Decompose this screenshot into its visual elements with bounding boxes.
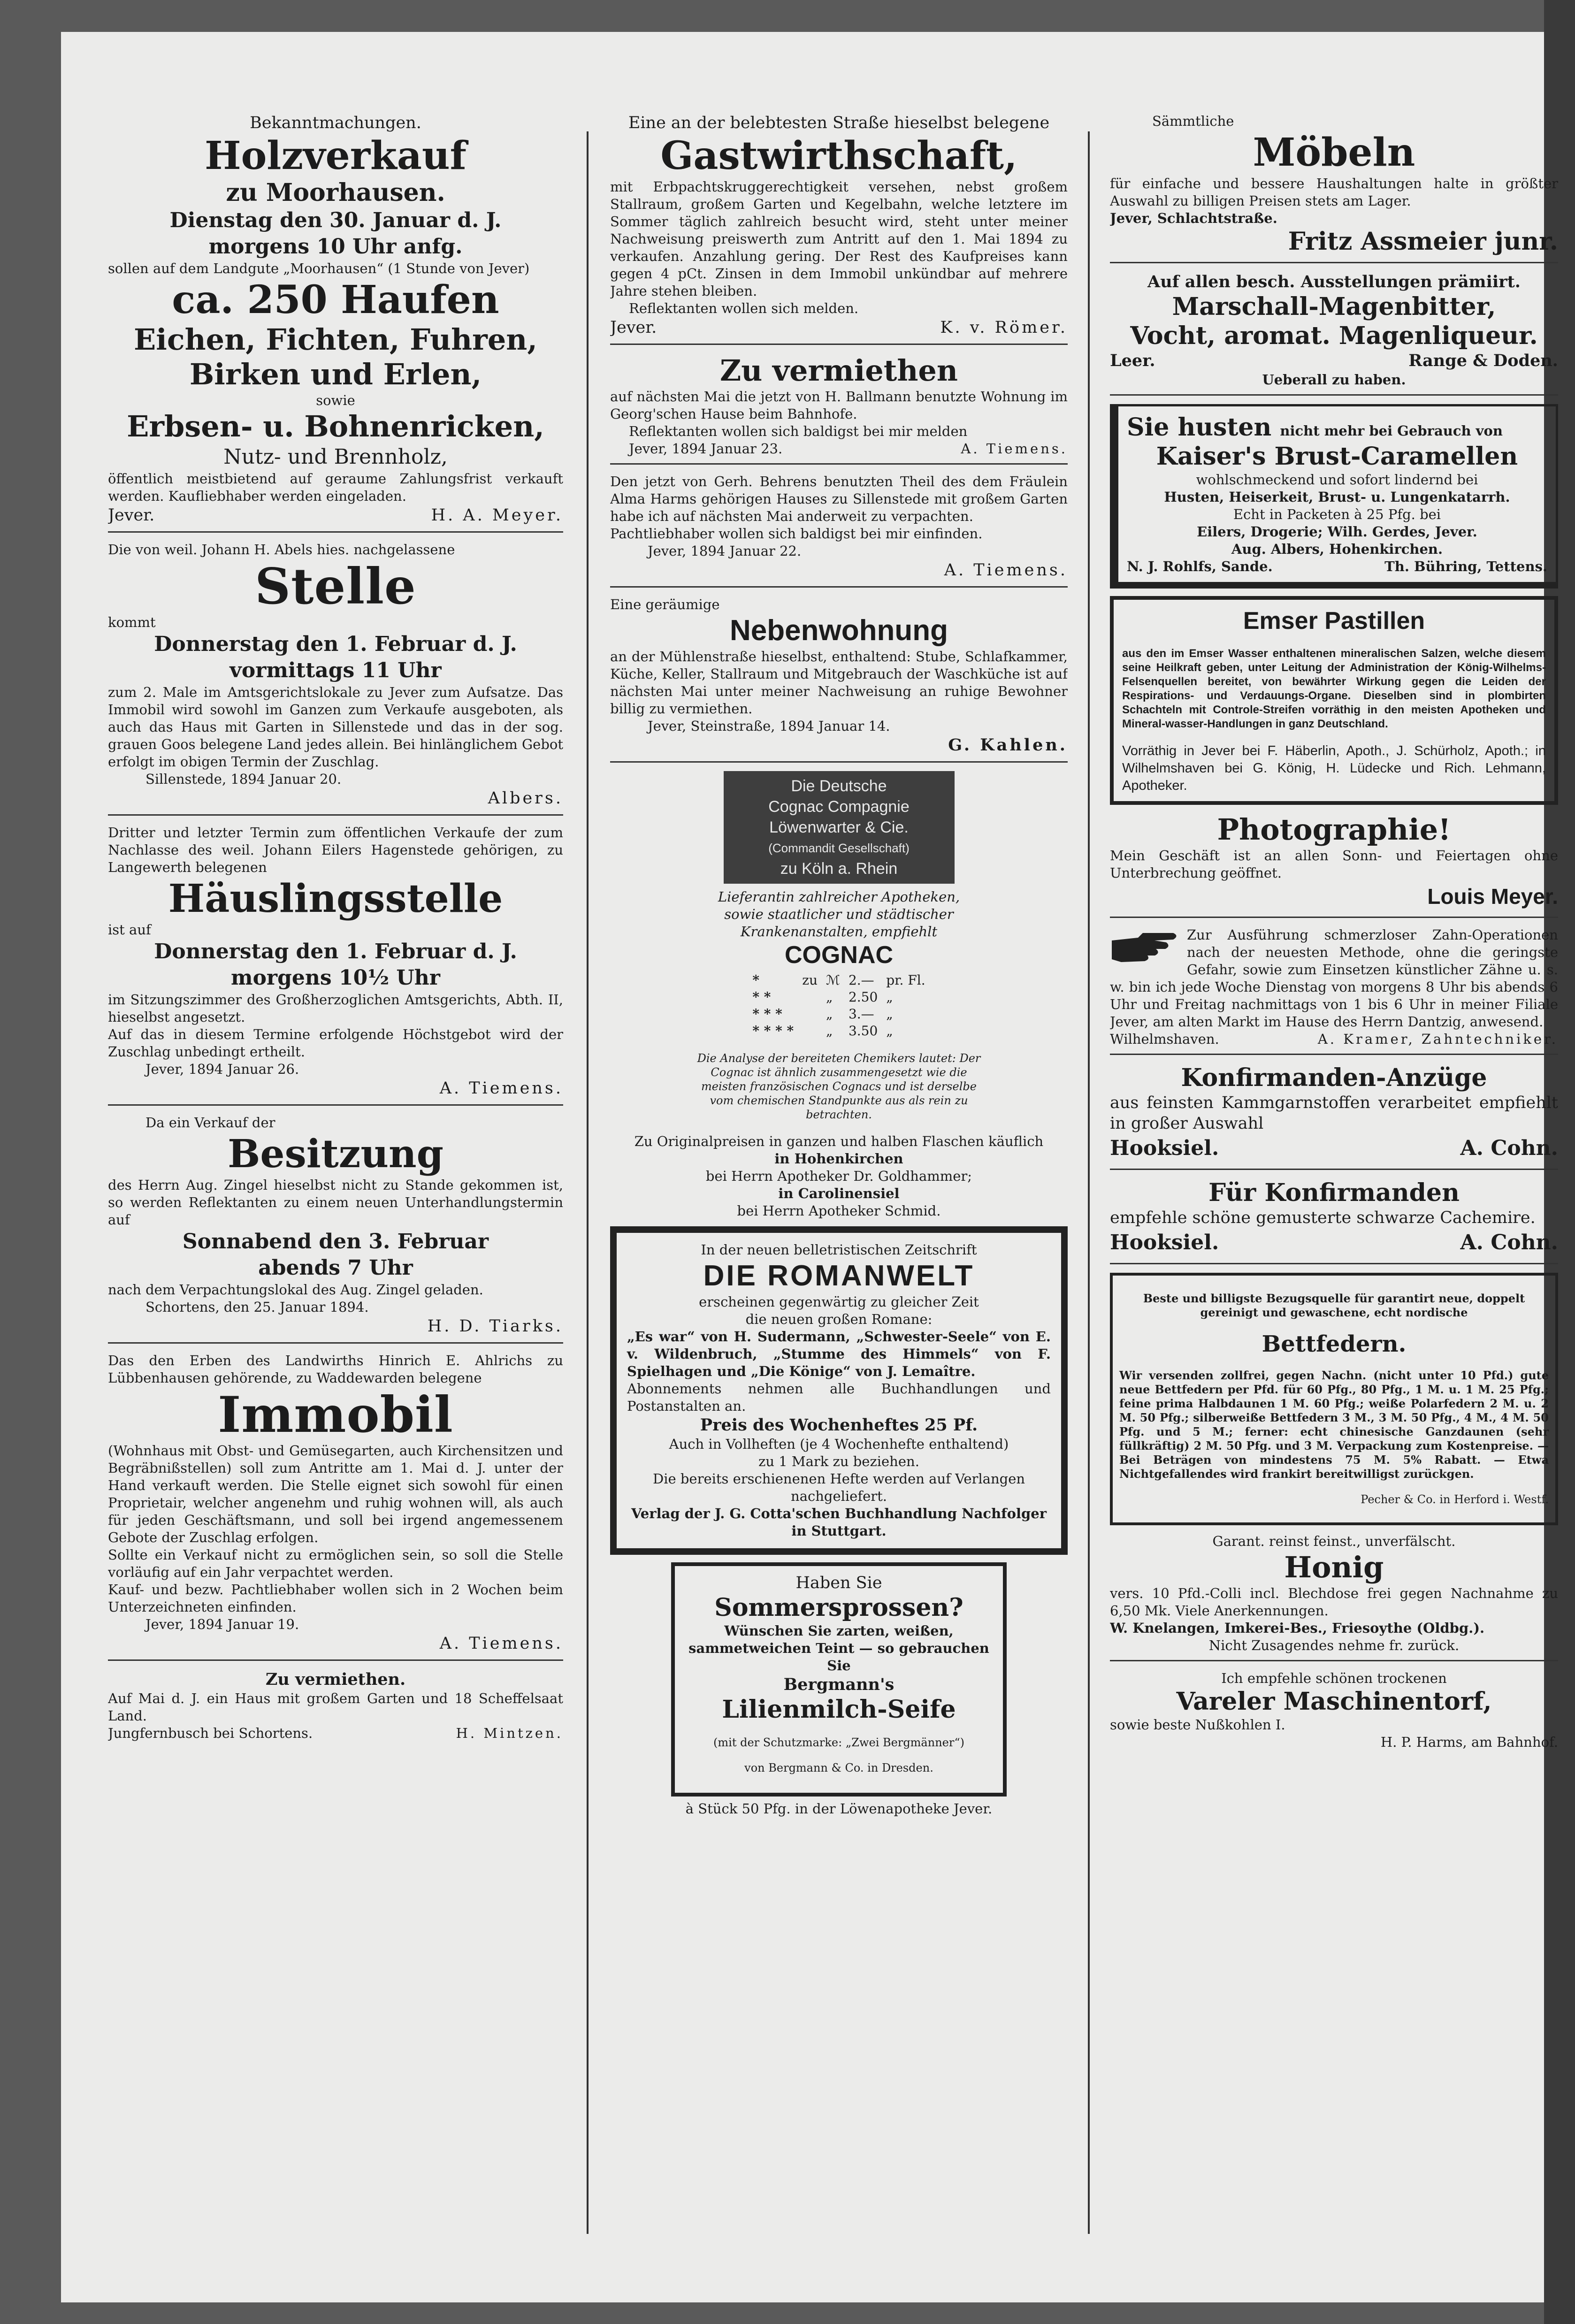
column-3 (1110, 113, 1558, 1758)
price-value: 3.50 (848, 1023, 878, 1039)
ad-dateline: Jever, 1894 Januar 26. (145, 1061, 299, 1077)
price-ditto: „ (886, 989, 893, 1005)
ad-line: Nicht Zusagendes nehme fr. zurück. (1208, 1637, 1460, 1653)
ad-title: Bettfedern. (1262, 1331, 1407, 1357)
ad-body: im Sitzungszimmer des Großherzoglichen Amtsgerichts, Abth. II, hieselbst angesetzt. (108, 992, 563, 1025)
ad-line: von Bergmann & Co. in Dresden. (744, 1761, 933, 1774)
ad-line: Aug. Albers, Hohenkirchen. (1231, 541, 1443, 557)
ad-woods: Erbsen- u. Bohnenricken, (127, 409, 544, 443)
ad-signature: H. D. Tiarks. (427, 1317, 563, 1336)
price-grade: * * * * (752, 1023, 794, 1039)
ad-signature: H. P. Harms, am Bahnhof. (1380, 1734, 1558, 1750)
ad-body: Pachtliebhaber wollen sich baldigst bei mir einfinden. (610, 526, 983, 542)
ad-body: Auf das in diesem Termine erfolgende Höchstgebot wird der Zuschlag unbedingt ertheilt. (108, 1026, 563, 1060)
ad-date: Donnerstag den 1. Februar d. J. (154, 632, 517, 656)
cognac-location: in Hohenkirchen (774, 1151, 903, 1167)
ad-sowie: sowie (316, 392, 355, 408)
ad-holzverkauf (108, 113, 563, 533)
ad-line: Ueberall zu haben. (1262, 372, 1406, 388)
ad-line: „Es war“ von H. Sudermann, „Schwester-Seele“ von E. v. Wildenbruch, „Stumme des Himmels“ von F. Spielhagen und „Die Könige“ von J. Lemaître. (627, 1329, 1051, 1379)
ad-amount: ca. 250 Haufen (172, 277, 499, 322)
ad-kicker: In der neuen belletristischen Zeitschrift (701, 1242, 977, 1258)
price-ditto: „ (886, 1023, 893, 1039)
ad-title: Holzverkauf (205, 133, 466, 178)
ad-kicker: Sämmtliche (1152, 113, 1234, 129)
ad-signature-row (610, 440, 1068, 458)
ad-theil (610, 473, 1068, 588)
ad-question: Haben Sie (795, 1574, 882, 1592)
cognac-logo-line: Löwenwarter & Cie. (769, 818, 909, 836)
ad-intro: Das den Erben des Landwirths Hinrich E. Ahlrichs zu Lübbenhausen gehörende, zu Waddewarden belegene (108, 1353, 563, 1386)
ad-place-sig: Jever. (108, 506, 155, 525)
ad-line: Auf allen besch. Ausstellungen prämiirt. (1147, 272, 1521, 291)
ad-title: Sommersprossen? (714, 1593, 963, 1622)
ad-body: auf nächsten Mai die jetzt von H. Ballmann benutzte Wohnung im Georg'schen Hause beim Bahnhofe. (610, 389, 1068, 422)
ad-immobil (108, 1352, 563, 1661)
ad-body: Den jetzt von Gerh. Behrens benutzten Theil des dem Fräulein Alma Harms gehörigen Hauses zu Sillenstede mit großem Garten habe ich auf nächsten Mai anderweit zu verpachten. (610, 474, 1068, 524)
price-grade: * * * (752, 1006, 782, 1022)
ad-line: Verlag der J. G. Cotta'schen Buchhandlung Nachfolger in Stuttgart. (631, 1506, 1047, 1539)
ad-body: Reflektanten wollen sich melden. (629, 300, 859, 316)
ad-line: die neuen großen Romane: (745, 1311, 933, 1327)
ad-body: Kauf- und bezw. Pachtliebhaber wollen sich in 2 Wochen beim Unterzeichneten einfinden. (108, 1582, 563, 1615)
ad-signature: A. Tiemens. (439, 1079, 563, 1098)
ad-firm: Range & Doden. (1408, 351, 1558, 370)
ad-title: Stelle (255, 557, 416, 615)
ad-honig (1110, 1533, 1558, 1661)
ad-line: Eilers, Drogerie; Wilh. Gerdes, Jever. (1197, 524, 1477, 540)
cognac-logo (724, 771, 955, 884)
ad-signature-row (1110, 1134, 1558, 1163)
ad-signature-row (1110, 1031, 1558, 1048)
ad-stockists: Vorräthig in Jever bei F. Häberlin, Apoth., J. Schürholz, Apoth.; in Wilhelmshaven bei G. König, H. Lüdecke und Rich. Lehmann, Apotheker. (1122, 743, 1546, 793)
ad-date: Sonnabend den 3. Februar (182, 1230, 489, 1254)
ad-signature: Albers. (488, 789, 563, 808)
ad-nebenwohnung (610, 596, 1068, 763)
cognac-line: Lieferantin zahlreicher Apotheken, (718, 889, 960, 905)
ad-sommersprossen (671, 1562, 1007, 1797)
ad-title-sub: nicht mehr bei Gebrauch von (1280, 423, 1503, 439)
ad-signature-row (1110, 351, 1558, 371)
ad-signature: G. Kahlen. (948, 735, 1068, 755)
ad-line: zu 1 Mark zu beziehen. (758, 1453, 919, 1469)
ad-kommt: kommt (108, 614, 156, 630)
ad-title: Gastwirthschaft, (660, 133, 1017, 178)
ad-line: Echt in Packeten à 25 Pfg. bei (1233, 506, 1441, 522)
ad-signature-row (108, 1725, 563, 1742)
ad-dateline: Jever, 1894 Januar 19. (145, 1616, 299, 1632)
ad-woods: Eichen, Fichten, Fuhren, (134, 322, 537, 357)
ad-signature: A. Tiemens. (944, 561, 1068, 580)
ad-brand: Bergmann's (783, 1675, 895, 1694)
price-value: 3.— (848, 1006, 874, 1022)
price-value: 2.— (848, 972, 874, 988)
cognac-price-table (748, 971, 930, 1040)
ad-line: Garant. reinst feinst., unverfälscht. (1212, 1533, 1456, 1549)
ad-signature: A. Kramer, Zahntechniker. (1317, 1031, 1558, 1047)
ad-signature: A. Tiemens. (961, 441, 1068, 457)
ad-signature: Louis Meyer. (1427, 884, 1558, 909)
ad-body: für einfache und bessere Haushaltungen halte in größter Auswahl zu billigen Preisen stets am Lager. (1110, 176, 1558, 209)
cognac-analysis: Die Analyse der bereiteten Chemikers lautet: Der Cognac ist ähnlich zusammengesetzt wie die meisten französischen Cognacs und ist derselbe vom chemischen Standpunkte aus als rein zu betrachten. (697, 1052, 981, 1121)
ad-product: Kaiser's Brust-Caramellen (1156, 442, 1518, 471)
ad-footer: à Stück 50 Pfg. in der Löwenapotheke Jever. (685, 1801, 993, 1817)
cognac-orig: Zu Originalpreisen in ganzen und halben Flaschen käuflich (634, 1133, 1044, 1149)
ad-price: Preis des Wochenheftes 25 Pf. (700, 1415, 978, 1435)
ad-title: Immobil (218, 1385, 453, 1444)
ad-place: Hooksiel. (1110, 1136, 1219, 1160)
ad-dealer: N. J. Rohlfs, Sande. (1127, 558, 1273, 574)
ad-stelle (108, 541, 563, 816)
ad-time: vormittags 11 Uhr (229, 658, 442, 682)
ad-signature-row (108, 505, 563, 526)
ad-maschinentorf (1110, 1670, 1558, 1751)
ad-line: Auch in Vollheften (je 4 Wochenhefte enthaltend) (669, 1436, 1009, 1452)
price-ditto: „ (886, 1006, 893, 1022)
cognac-logo-line: Cognac Compagnie (768, 798, 910, 816)
price-unit: pr. Fl. (886, 972, 925, 988)
ad-intro: Die von weil. Johann H. Abels hies. nachgelassene (108, 542, 455, 558)
ad-body: Mein Geschäft ist an allen Sonn- und Feiertagen ohne Unterbrechung geöffnet. (1110, 848, 1558, 881)
ad-title: Für Konfirmanden (1208, 1178, 1460, 1207)
price-ditto: „ (826, 989, 833, 1005)
ad-address: Jever, Schlachtstraße. (1110, 210, 1277, 226)
ad-title: Zu vermiethen (720, 353, 958, 388)
ad-body-text: Zur Ausführung schmerzloser Zahn-Operationen nach der neuesten Methode, ohne die geringste Gefahr, sowie zum Einsetzen künstlicher Zähne u. s. w. bin ich jede Woche Dienstag von morgens 8 Uhr bis abends 6 Uhr und Freitag nachmittags von 1 bis 6 Uhr in meiner Filiale Jever, am alten Markt im Hause des Herrn Dantzig, anwesend. (1110, 927, 1558, 1030)
ad-intro: Eine geräumige (610, 596, 720, 612)
ad-signature: H. A. Meyer. (431, 506, 563, 525)
column-1 (108, 113, 563, 1749)
price-value: 2.50 (848, 989, 878, 1005)
ad-dateline: Sillenstede, 1894 Januar 20. (145, 771, 342, 787)
ad-time: morgens 10½ Uhr (231, 966, 440, 990)
ad-haeuslingsstelle (108, 824, 563, 1106)
ad-dateline: Jever, Steinstraße, 1894 Januar 14. (648, 718, 890, 734)
ad-title: Photographie! (1217, 812, 1451, 847)
ad-firm: W. Knelangen, Imkerei-Bes., Friesoythe (Oldbg.). (1110, 1620, 1485, 1636)
ad-title: Honig (1284, 1550, 1384, 1584)
ad-line: Die bereits erschienenen Hefte werden auf Verlangen nachgeliefert. (652, 1471, 1025, 1504)
ad-body: mit Erbpachtskruggerechtigkeit versehen, nebst großem Stallraum, großem Garten und Kegelbahn, welche letztere im Sommer täglich zahlreich besucht wird, steht unter meiner Nachweisung preiswerth zum Antritt auf den 1. Mai 1894 zu verkaufen. Anzahlung gering. Der Rest des Kaufpreises kann gegen 4 pCt. Zinsen in dem Immobil unkündbar auf mehrere Jahre stehen bleiben. (610, 179, 1068, 299)
ad-gastwirthschaft (610, 113, 1068, 345)
ad-body: nach dem Verpachtungslokal des Aug. Zingel geladen. (108, 1282, 483, 1298)
ad-kicker: Bekanntmachungen. (250, 114, 421, 132)
ad-firm: Pecher & Co. in Herford i. Westf. (1361, 1493, 1549, 1506)
price-ditto: „ (826, 1006, 833, 1022)
cognac-product: COGNAC (784, 941, 894, 969)
ad-body: empfehle schöne gemusterte schwarze Cachemire. (1110, 1208, 1536, 1227)
ad-time: abends 7 Uhr (258, 1256, 413, 1280)
ad-line: Abonnements nehmen alle Buchhandlungen und Postanstalten an. (627, 1381, 1051, 1414)
price-grade: * (752, 972, 760, 988)
ad-intro: Da ein Verkauf der (145, 1115, 275, 1131)
cognac-location: in Carolinensiel (778, 1185, 900, 1201)
price-row (749, 972, 929, 988)
ad-title: Nebenwohnung (730, 614, 948, 647)
price-zu: zu (802, 972, 818, 988)
ad-zu-vermiethen (108, 1669, 563, 1742)
cognac-dealer: bei Herrn Apotheker Schmid. (737, 1203, 941, 1219)
pointing-hand-icon (1110, 926, 1180, 969)
ad-line: Wünschen Sie zarten, weißen, sammetweichen Teint — so gebrauchen Sie (688, 1623, 989, 1674)
ad-title (1127, 413, 1547, 442)
ad-signature: A. Cohn. (1460, 1231, 1558, 1254)
ad-date: Donnerstag den 1. Februar d. J. (154, 940, 517, 963)
column-2 (610, 113, 1068, 1818)
price-grade: * * (752, 989, 771, 1005)
ad-body: zum 2. Male im Amtsgerichtslokale zu Jever zum Aufsatze. Das Immobil wird sowohl im Ganzen zum Verkaufe ausgeboten, als auch das Haus mit Garten in Sillenstede und das in der sog. grauen Goos belegene Land jedes allein. Bei hinlänglichem Gebot erfolgt im obigen Termin der Zuschlag. (108, 684, 563, 770)
ad-woods: Birken und Erlen, (189, 357, 482, 391)
ad-body: Wir versenden zollfrei, gegen Nachn. (nicht unter 10 Pfd.) gute neue Bettfedern per Pfd. für 60 Pfg., 80 Pfg., 1 M. u. 1 M. 25 Pfg.; feine prima Halbdaunen 1 M. 60 Pfg.; weiße Polarfedern 2 M. u. 2 M. 50 Pfg.; silberweiße Bettfedern 3 M., 3 M. 50 Pfg., 4 M., 4 M. 50 Pfg. und 5 M.; ferner: echt chinesische Ganzdaunen (sehr füllkräftig) 2 M. 50 Pfg. und 3 M. Verpackung zum Kostenpreise. — Bei Beträgen von mindestens 75 M. 5% Rabatt. — Etwa Nichtgefallendes wird frankirt bereitwilligst zurückgen. (1119, 1368, 1549, 1481)
ad-kaisers-brust-caramellen (1110, 404, 1558, 589)
price-row (749, 1006, 929, 1022)
ad-title: Zu vermiethen. (265, 1670, 406, 1689)
ad-intro: Dritter und letzter Termin zum öffentlichen Verkaufe der zum Nachlasse des weil. Johann Eilers Hagenstede gehörigen, zu Langewerth belegenen (108, 825, 563, 875)
cognac-logo-line: zu Köln a. Rhein (780, 860, 898, 878)
ad-fuer-konfirmanden (1110, 1178, 1558, 1264)
ad-line: sowie beste Nußkohlen I. (1110, 1717, 1285, 1733)
ad-intro: sollen auf dem Landgute „Moorhausen“ (1 Stunde von Jever) (108, 260, 530, 276)
ad-line: Husten, Heiserkeit, Brust- u. Lungenkatarrh. (1164, 489, 1510, 505)
ad-signature: A. Cohn. (1460, 1136, 1558, 1160)
ad-dateline: Jever, 1894 Januar 23. (629, 441, 783, 457)
ad-woods: Nutz- und Brennholz, (223, 445, 448, 469)
ad-body (1110, 926, 1558, 1031)
ad-body: Sollte ein Verkauf nicht zu ermöglichen sein, so soll die Stelle vorläufig auf ein Jahr verpachtet werden. (108, 1547, 563, 1580)
ad-title: Möbeln (1253, 130, 1415, 175)
cognac-logo-line: (Commandit Gesellschaft) (768, 841, 910, 855)
price-currency: ℳ (826, 972, 840, 988)
ad-body: Auf Mai d. J. ein Haus mit großem Garten und 18 Scheffelsaat Land. (108, 1690, 563, 1724)
ad-besitzung (108, 1114, 563, 1344)
ad-dateline: Schortens, den 25. Januar 1894. (145, 1299, 369, 1315)
ad-dealers-row (1127, 558, 1547, 575)
column-rule-2 (1088, 131, 1090, 2234)
ad-istauf: ist auf (108, 922, 151, 938)
ad-emser-pastillen (1110, 596, 1558, 805)
ad-line: wohlschmeckend und sofort lindernd bei (1196, 472, 1478, 488)
ad-dealer: Th. Bühring, Tettens. (1384, 558, 1547, 574)
ad-moebeln (1110, 113, 1558, 263)
ad-line: erscheinen gegenwärtig zu gleicher Zeit (699, 1294, 979, 1310)
cognac-logo-line: Die Deutsche (791, 777, 887, 795)
price-row (749, 1023, 929, 1039)
ad-body: Reflektanten wollen sich baldigst bei mir melden (629, 423, 968, 439)
cognac-line: Krankenanstalten, empfiehlt (740, 924, 938, 940)
ad-body: aus den im Emser Wasser enthaltenen mineralischen Salzen, welche diesem seine Heilkraft geben, unter Leitung der Administration der König-Wilhelms-Felsenquellen bereitet, von bewährter Wirkung gegen die Leiden der Respirations- und Verdauungs-Organe. Dieselben sind in plombirten Schachteln mit Controle-Streifen vorräthig in den meisten Apotheken und Mineral-wasser-Handlungen in ganz Deutschland. (1122, 647, 1546, 730)
cognac-line: sowie staatlicher und städtischer (724, 906, 954, 922)
ad-time: morgens 10 Uhr anfg. (208, 235, 463, 259)
ad-cognac (610, 771, 1068, 1220)
ad-place: Wilhelmshaven. (1110, 1031, 1219, 1047)
ad-title: DIE ROMANWELT (703, 1260, 975, 1292)
ad-date: Dienstag den 30. Januar d. J. (169, 208, 502, 232)
ad-signature: K. v. Römer. (940, 318, 1068, 337)
ad-title: Besitzung (228, 1131, 443, 1177)
ad-product: Lilienmilch-Seife (722, 1695, 956, 1724)
cognac-dealer: bei Herrn Apotheker Dr. Goldhammer; (705, 1168, 972, 1184)
ad-title: Emser Pastillen (1243, 607, 1425, 635)
ad-body: öffentlich meistbietend auf geraume Zahlungsfrist verkauft werden. Kaufliebhaber werden eingeladen. (108, 471, 563, 504)
ad-title: Marschall-Magenbitter, (1172, 292, 1496, 321)
ad-dateline: Jever, 1894 Januar 22. (648, 543, 802, 559)
ad-body: aus feinsten Kammgarnstoffen verarbeitet empfiehlt in großer Auswahl (1110, 1093, 1558, 1133)
ad-signature-row (610, 317, 1068, 338)
ad-line: Ich empfehle schönen trockenen (1221, 1670, 1447, 1686)
ad-place: Leer. (1110, 351, 1155, 370)
ad-title-main: Sie husten (1127, 413, 1272, 442)
ad-signature-row (1110, 1228, 1558, 1257)
ad-title: Konfirmanden-Anzüge (1181, 1063, 1487, 1092)
ad-subtitle: Vocht, aromat. Magenliqueur. (1130, 321, 1538, 350)
ad-signature: A. Tiemens. (439, 1634, 563, 1653)
ad-photographie (1110, 812, 1558, 918)
ad-place: Jungfernbusch bei Schortens. (108, 1725, 313, 1741)
ad-zu-vermiethen (610, 353, 1068, 465)
price-row (749, 989, 929, 1005)
ad-title: Vareler Maschinentorf, (1176, 1687, 1492, 1716)
ad-title: Häuslingsstelle (168, 876, 503, 921)
ad-romanwelt (610, 1226, 1068, 1555)
ad-body: vers. 10 Pfd.-Colli incl. Blechdose frei gegen Nachnahme zu 6,50 Mk. Viele Anerkennungen. (1110, 1585, 1558, 1619)
ad-place: Jever. (610, 318, 657, 337)
ad-zahntechniker (1110, 926, 1558, 1055)
ad-konfirmanden-anzuege (1110, 1063, 1558, 1170)
ad-signature: H. Mintzen. (456, 1725, 563, 1741)
ad-body: des Herrn Aug. Zingel hieselbst nicht zu Stande gekommen ist, so werden Reflektanten zu einem neuen Unterhandlungstermin auf (108, 1177, 563, 1228)
price-ditto: „ (826, 1023, 833, 1039)
ad-body: an der Mühlenstraße hieselbst, enthaltend: Stube, Schlafkammer, Küche, Keller, Stallraum und Mitgebrauch der Waschküche ist auf nächsten Mai unter meiner Nachweisung an ruhige Bewohner billig zu vermiethen. (610, 649, 1068, 717)
column-rule-1 (587, 131, 589, 2234)
ad-signature: Fritz Assmeier junr. (1288, 227, 1558, 256)
ad-bettfedern (1110, 1273, 1558, 1525)
ad-line: (mit der Schutzmarke: „Zwei Bergmänner“) (713, 1736, 964, 1749)
ad-line: Beste und billigste Bezugsquelle für garantirt neue, doppelt gereinigt und gewaschene, echt nordische (1143, 1292, 1525, 1319)
ad-intro: Eine an der belebtesten Straße hieselbst belegene (628, 114, 1050, 132)
ad-marschall (1110, 272, 1558, 396)
ad-place: zu Moorhausen. (226, 178, 445, 207)
ad-place: Hooksiel. (1110, 1231, 1219, 1254)
ad-body: (Wohnhaus mit Obst- und Gemüsegarten, auch Kirchensitzen und Begräbnißstellen) soll zum Antritte am 1. Mai d. J. unter der Hand verkauft werden. Die Stelle eignet sich sowohl für einen Proprietair, welcher angenehm und ruhig wohnen will, als auch für jeden Geschäftsmann, und soll bei irgend angemessenem Gebote der Zuschlag erfolgen. (108, 1443, 563, 1545)
